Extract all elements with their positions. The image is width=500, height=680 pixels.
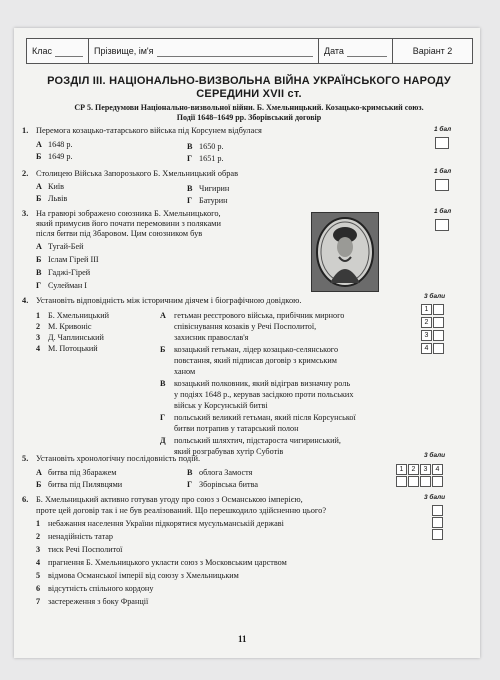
- q6-option-1[interactable]: 1 небажання населення України підкорятися мусульманській державі: [36, 519, 284, 528]
- q3-points: 1 бал: [434, 208, 452, 215]
- page-number: 11: [238, 634, 247, 644]
- date-field[interactable]: Дата: [319, 39, 393, 63]
- q6-answer-2[interactable]: [432, 517, 443, 528]
- q6-points: 3 бали: [424, 494, 446, 501]
- q6-answer-3[interactable]: [432, 529, 443, 540]
- question-6-line2: проте цей договір так і не був реалізований. Що перешкодило здійсненню цього?: [36, 506, 327, 515]
- q4-bio-g: Г: [160, 413, 166, 422]
- q4-person-2: 2 М. Кривоніс: [36, 322, 92, 331]
- q4-bio-a-l3: захисник православ'я: [174, 333, 249, 342]
- q6-option-2[interactable]: 2 ненадійність татар: [36, 532, 114, 541]
- q5-seq-label-2: 2: [408, 464, 419, 475]
- q5-seq-label-4: 4: [432, 464, 443, 475]
- section-subtitle-2: Події 1648–1649 рр. Зборівський договір: [176, 113, 322, 122]
- q4-bio-b-l2: повстання, який підписав договір з кримським: [174, 356, 337, 365]
- q4-points: 3 бали: [424, 293, 446, 300]
- q4-answer-4[interactable]: [433, 343, 444, 354]
- q4-answer-3[interactable]: [433, 330, 444, 341]
- q6-option-3[interactable]: 3 тиск Речі Посполитої: [36, 545, 123, 554]
- q5-option-b[interactable]: Б битва під Пилявцями: [36, 480, 123, 489]
- q4-person-1: 1 Б. Хмельницький: [36, 311, 109, 320]
- q5-answer-1[interactable]: [396, 476, 407, 487]
- q1-option-v[interactable]: В 1650 р.: [187, 142, 224, 151]
- q2-option-v[interactable]: В Чигирин: [187, 184, 230, 193]
- q6-option-4[interactable]: 4 прагнення Б. Хмельницького укласти союз з Московським царством: [36, 558, 287, 567]
- q6-option-7[interactable]: 7 застереження з боку Франції: [36, 597, 149, 606]
- q4-bio-b-l3: ханом: [174, 367, 196, 376]
- q2-answer-box[interactable]: [435, 179, 449, 191]
- q4-bio-v-l3: військ у Корсунській битві: [174, 401, 268, 410]
- q6-option-6[interactable]: 6 відсутність спільного кордону: [36, 584, 154, 593]
- q4-answer-1[interactable]: [433, 304, 444, 315]
- q4-bio-v-l2: у подіях 1648 р., керував засідкою проти польських: [174, 390, 354, 399]
- q3-option-v[interactable]: В Гаджі-Гірей: [36, 268, 91, 277]
- q6-answer-1[interactable]: [432, 505, 443, 516]
- question-3-line2: який примусив його почати перемовини з поляками: [36, 219, 221, 228]
- question-3-line3: після битви під Збаровом. Цим союзником був: [36, 229, 203, 238]
- engraving-portrait-image: [311, 212, 379, 292]
- q4-person-3: 3 Д. Чаплинський: [36, 333, 104, 342]
- student-header: [26, 38, 473, 64]
- q4-row-1-label: 1: [421, 304, 432, 315]
- name-field[interactable]: Прізвище, ім'я: [89, 39, 319, 63]
- q4-bio-v-l1: козацький полковник, який відіграв визначну роль: [174, 379, 351, 388]
- class-field[interactable]: Клас: [27, 39, 89, 63]
- q5-answer-2[interactable]: [408, 476, 419, 487]
- q4-bio-v: В: [160, 379, 166, 388]
- q2-option-g[interactable]: Г Батурин: [187, 196, 228, 205]
- q4-row-4-label: 4: [421, 343, 432, 354]
- q1-answer-box[interactable]: [435, 137, 449, 149]
- variant-label: Варіант 2: [412, 46, 453, 56]
- q3-answer-box[interactable]: [435, 219, 449, 231]
- q2-option-b[interactable]: Б Львів: [36, 194, 68, 203]
- section-subtitle: СР 5. Передумови Національно-визвольної війни. Б. Хмельницький. Козацько-кримський союз.: [74, 103, 424, 112]
- q5-answer-3[interactable]: [420, 476, 431, 487]
- q4-bio-a: А: [160, 311, 166, 320]
- q4-bio-a-l1: гетьман реєстрового війська, прибічник мирного: [174, 311, 345, 320]
- q1-option-b[interactable]: Б 1649 р.: [36, 152, 73, 161]
- q5-points: 3 бали: [424, 452, 446, 459]
- q5-seq-label-1: 1: [396, 464, 407, 475]
- q3-option-g[interactable]: Г Сулейман І: [36, 281, 88, 290]
- q4-bio-g-l1: польський великий гетьман, який після Корсунської: [174, 413, 356, 422]
- q4-bio-b: Б: [160, 345, 166, 354]
- q5-option-g[interactable]: Г Зборівська битва: [187, 480, 258, 489]
- q5-option-a[interactable]: А битва під Збаражем: [36, 468, 117, 477]
- q4-bio-a-l2: співіснування козаків у Речі Посполитої,: [174, 322, 317, 331]
- q3-option-a[interactable]: А Тугай-Бей: [36, 242, 84, 251]
- portrait-icon: [312, 213, 378, 291]
- q4-person-4: 4 М. Потоцький: [36, 344, 98, 353]
- q1-option-a[interactable]: А 1648 р.: [36, 140, 73, 149]
- q5-answer-4[interactable]: [432, 476, 443, 487]
- q4-bio-g-l2: битви потрапив у татарський полон: [174, 424, 299, 433]
- q5-option-v[interactable]: В облога Замостя: [187, 468, 253, 477]
- q5-seq-label-3: 3: [420, 464, 431, 475]
- q4-answer-2[interactable]: [433, 317, 444, 328]
- q2-points: 1 бал: [434, 168, 452, 175]
- q3-option-b[interactable]: Б Іслам Гірей ІІІ: [36, 255, 99, 264]
- q6-option-5[interactable]: 5 відмова Османської імперії від союзу з Хмельницьким: [36, 571, 239, 580]
- section-title: РОЗДІЛ ІІІ. НАЦІОНАЛЬНО-ВИЗВОЛЬНА ВІЙНА УКРАЇНСЬКОГО НАРОДУ: [47, 75, 451, 87]
- q1-points: 1 бал: [434, 126, 452, 133]
- section-title-2: СЕРЕДИНИ XVII ст.: [196, 88, 302, 100]
- q4-bio-d: Д: [160, 436, 166, 445]
- q1-option-g[interactable]: Г 1651 р.: [187, 154, 224, 163]
- q4-bio-d-l2: який розграбував хутір Суботів: [174, 447, 284, 456]
- q4-row-3-label: 3: [421, 330, 432, 341]
- q4-bio-d-l1: польський шляхтич, підстароста чигиринський,: [174, 436, 341, 445]
- q4-row-2-label: 2: [421, 317, 432, 328]
- q4-bio-b-l1: козацький гетьман, лідер козацько-селянського: [174, 345, 339, 354]
- worksheet-page: Клас Прізвище, ім'я Дата Варіант 2 РОЗДІЛ ІІІ. НАЦІОНАЛЬНО-ВИЗВОЛЬНА ВІЙНА УКРАЇНСЬКОГО НАРОДУ СЕРЕДИНИ XVII ст. СР 5. Передумови Національно-визвольної війни. Б. Хмельницький. Козацько-кримський союз. Події 1648–1649 рр. Зборівський договір 1. Перемога козацько-татарського війська під Корсунем відбулася А 1648 р. Б 1649 р. В 1650 р. Г 1651 р. 1 бал 2. Столицею Війська Запорозького Б. Хмельницький обрав А Київ Б Львів В Чигирин Г Батурин 1 бал 3. На гравюрі зображено союзника Б. Хмельницького, який примусив його почати перемовини з поляками після битви під Збаровом. Цим союзником був А Тугай-Бей Б Іслам Гірей ІІІ В Гаджі-Гірей Г Сулейман І 1 бал 4. Установіть відповідність між історичним діячем і біографічною довідкою. 1 Б. Хмельницький 2 М. Кривоніс 3 Д. Чаплинський 4 М. Потоцький А гетьман реєстрового війська, прибічник мирного співіснування козаків у Речі Посполитої, захисник православ'я Б козацький гетьман, лідер козацько-селянського повстання, який підписав договір з кримським ханом В козацький полковник, який відіграв визначну роль у подіях 1648 р., керував засідкою проти польських військ у Корсунській битві Г польський великий гетьман, який після Корсунської битви потрапив у татарський полон Д польський шляхтич, підстароста чигиринський, який розграбував хутір Суботів 3 бали 1 2 3 4 5. Установіть хронологічну послідовність подій. А битва під Збаражем Б битва під Пилявцями В облога Замостя Г Зборівська битва 3 бали 1 2 3 4 6. Б. Хмельницький активно готував угоду про союз з Османською імперією, проте цей договір так і не був реалізований. Що перешкодило здійсненню цього? 1 небажання населення України підкорятися мусульманській державі 2 ненадійність татар 3 тиск Речі Посполитої 4 прагнення Б. Хмельницького укласти союз з Московським царством 5 відмова Османської імперії від союзу з Хмельницьким 6 відсутність спільного кордону 7 застереження з боку Франції 3 бали 11: [14, 28, 480, 658]
- q2-option-a[interactable]: А Київ: [36, 182, 64, 191]
